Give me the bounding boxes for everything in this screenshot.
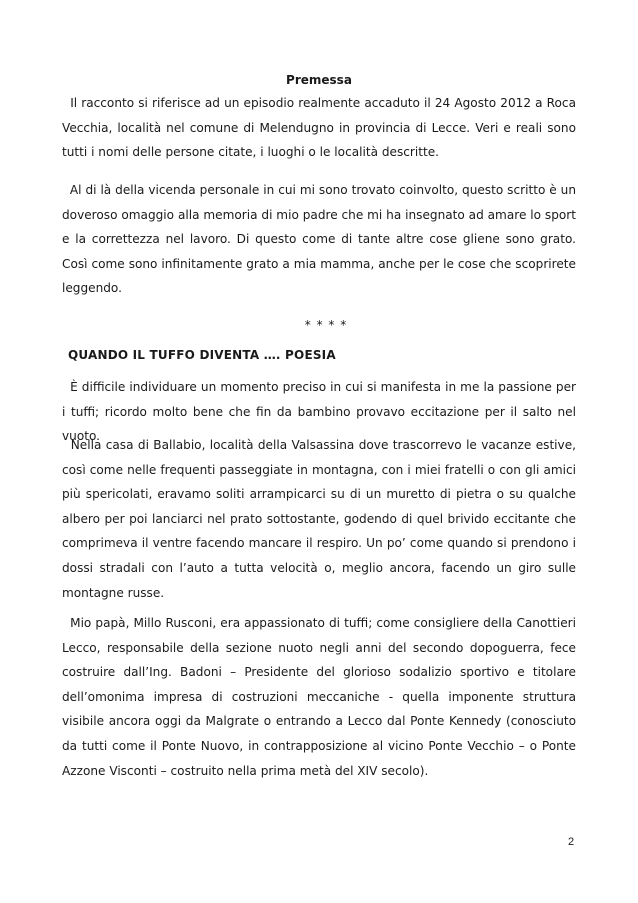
paragraph-tuffi-2: Nella casa di Ballabio, località della Valsassina dove trascorrevo le vacanze estive, così come nelle frequenti passeggiate in montagna, con i miei fratelli o con gli amici più spericolati, eravamo soliti arrampicarci su di un muretto di pietra o su qualche albero per poi lanciarci nel prato sottostante, godendo di quel brivido eccitante che comprimeva il ventre facendo mancare il respiro. Un po’ come quando si prendono i dossi stradali con l’auto a tutta velocità o, meglio ancora, facendo un giro sulle montagne russe. xyxy=(62,438,576,600)
paragraph-tuffi-1: È difficile individuare un momento preciso in cui si manifesta in me la passione per i tuffi; ricordo molto bene che fin da bambino provavo eccitazione per il salto nel vuoto. xyxy=(62,380,576,444)
section-separator: * * * * xyxy=(304,318,348,332)
paragraph-premessa-1: Il racconto si riferisce ad un episodio realmente accaduto il 24 Agosto 2012 a Roca Vecchia, località nel comune di Melendugno in provincia di Lecce. Veri e reali sono tutti i nomi delle persone citate, i luoghi o le località descritte. xyxy=(62,96,576,160)
section-heading: QUANDO IL TUFFO DIVENTA …. POESIA xyxy=(68,348,336,362)
page-number: 2 xyxy=(568,836,575,848)
page-title: Premessa xyxy=(286,73,352,87)
paragraph-premessa-2: Al di là della vicenda personale in cui mi sono trovato coinvolto, questo scritto è un doveroso omaggio alla memoria di mio padre che mi ha insegnato ad amare lo sport e la correttezza nel lavoro. Di questo come di tante altre cose gliene sono grato. Così come sono infinitamente grato a mia mamma, anche per le cose che scoprirete leggendo. xyxy=(62,183,576,296)
paragraph-tuffi-3: Mio papà, Millo Rusconi, era appassionato di tuffi; come consigliere della Canottieri Lecco, responsabile della sezione nuoto negli anni del secondo dopoguerra, fece costruire dall’Ing. Badoni – Presidente del glorioso sodalizio sportivo e titolare dell’omonima impresa di costruzioni meccaniche - quella imponente struttura visibile ancora oggi da Malgrate o entrando a Lecco dal Ponte Kennedy (conosciuto da tutti come il Ponte Nuovo, in contrapposizione al vicino Ponte Vecchio – o Ponte Azzone Visconti – costruito nella prima metà del XIV secolo). xyxy=(62,616,576,778)
